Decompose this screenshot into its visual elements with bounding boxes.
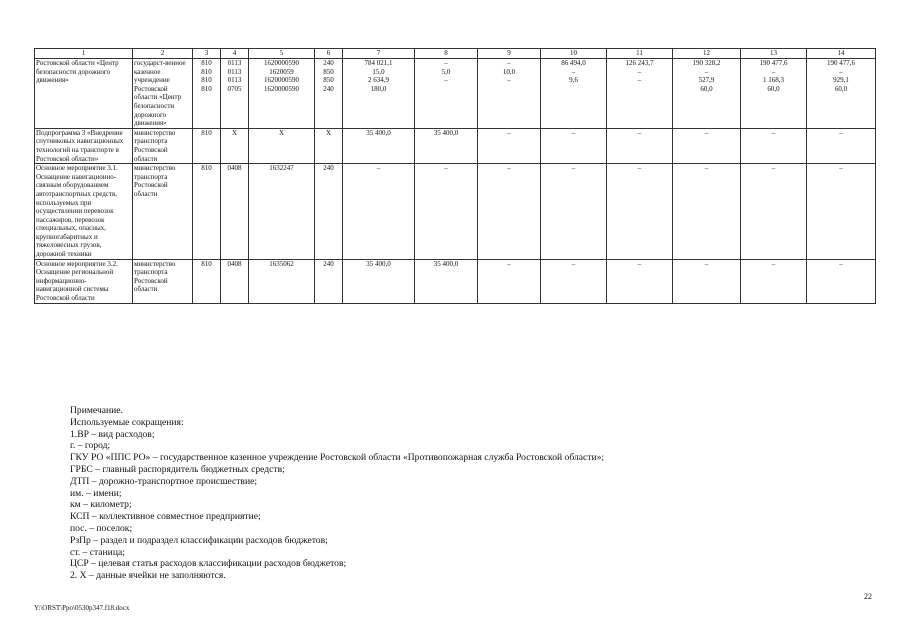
cell-value: 1 168,3 <box>763 76 784 85</box>
table-row <box>35 59 876 129</box>
cell-value: – <box>771 128 776 137</box>
column-number-cell: 1 <box>35 49 133 59</box>
note-item: РзПр – раздел и подраздел классификации расходов бюджетов; <box>70 534 328 546</box>
table-cell-col1: Подпрограмма 3 «Внедрение спутниковых навигационных технологий на транспорте в Ростовской области» <box>35 128 133 163</box>
cell-value <box>479 85 539 94</box>
table-cell-col2: министерство транспорта Ростовской области <box>133 259 193 303</box>
table-cell-col5 <box>249 59 315 129</box>
cell-value: 35 400,0 <box>433 259 459 268</box>
column-number-cell: 7 <box>343 49 415 59</box>
table-cell-col4 <box>221 128 249 163</box>
cell-value: – <box>704 128 709 137</box>
table-cell-col4 <box>221 164 249 260</box>
table-cell-col6 <box>315 259 343 303</box>
table-cell-col8 <box>415 59 478 129</box>
note-item: г. – город; <box>70 440 111 452</box>
table-cell-col5 <box>249 128 315 163</box>
cell-value: 60,0 <box>834 84 848 93</box>
table-cell-col9 <box>478 128 541 163</box>
cell-value: 1620000590 <box>264 76 299 85</box>
cell-value: 0408 <box>227 259 242 268</box>
cell-value: 810 <box>201 259 212 268</box>
cell-value: 10,0 <box>502 67 516 76</box>
table-cell-col5 <box>249 164 315 260</box>
cell-value: – <box>444 76 448 85</box>
note-item: 2. Х – данные ячейки не заполняются. <box>70 570 226 582</box>
column-number-cell: 13 <box>741 49 807 59</box>
table-cell-col7 <box>343 259 415 303</box>
table-cell-col3 <box>193 59 221 129</box>
cell-value: 850 <box>323 76 334 85</box>
table-row <box>35 128 876 163</box>
cell-value: – <box>571 128 576 137</box>
cell-value: – <box>507 76 511 85</box>
column-number-cell: 10 <box>541 49 607 59</box>
cell-value: 1620059 <box>269 67 294 76</box>
note-item: км – километр; <box>70 499 132 511</box>
note-item: пос. – поселок; <box>70 522 133 534</box>
table-cell-col8 <box>415 259 478 303</box>
cell-value: – <box>637 259 642 268</box>
column-number-cell: 8 <box>415 49 478 59</box>
cell-value: 35 400,0 <box>366 259 391 268</box>
cell-value: 0113 <box>227 59 242 67</box>
cell-value: – <box>839 67 843 76</box>
cell-value: – <box>771 259 776 268</box>
cell-value <box>542 85 605 94</box>
notes-title: Примечание. <box>70 405 123 416</box>
cell-value: 60,0 <box>767 84 780 93</box>
cell-value: – <box>637 67 642 76</box>
column-number-cell: 2 <box>133 49 193 59</box>
cell-value: – <box>507 164 511 173</box>
table-cell-col8 <box>415 128 478 163</box>
cell-value: 2 634,9 <box>368 76 389 85</box>
column-number-cell: 5 <box>249 49 315 59</box>
table-cell-col7 <box>343 128 415 163</box>
note-item: ст. – станица; <box>70 546 125 558</box>
table-cell-col14 <box>807 164 876 260</box>
table-cell-col12 <box>673 164 741 260</box>
cell-value: 929,1 <box>833 76 849 85</box>
cell-value: 86 494,0 <box>561 59 586 67</box>
column-number-cell: 12 <box>673 49 741 59</box>
table-cell-col12 <box>673 259 741 303</box>
cell-value: Х <box>325 128 332 137</box>
cell-value: – <box>771 67 776 76</box>
table-cell-col5 <box>249 259 315 303</box>
cell-value: – <box>507 128 511 137</box>
budget-table <box>34 48 876 304</box>
abbreviation-list <box>70 417 604 582</box>
table-cell-col6 <box>315 164 343 260</box>
cell-value: – <box>704 67 709 76</box>
cell-value: – <box>637 164 642 173</box>
column-number-row <box>35 49 876 59</box>
cell-value: – <box>507 259 511 268</box>
table-cell-col4 <box>221 259 249 303</box>
cell-value: – <box>444 164 448 173</box>
cell-value: 1620000590 <box>264 59 299 67</box>
cell-value: – <box>839 259 843 268</box>
cell-value: Х <box>231 128 238 137</box>
cell-value: – <box>571 67 576 76</box>
column-number-cell: 14 <box>807 49 876 59</box>
table-cell-col11 <box>607 164 673 260</box>
cell-value: 5,0 <box>441 67 451 76</box>
cell-value: 1620000590 <box>264 84 299 93</box>
cell-value: 190 477,6 <box>827 59 855 67</box>
cell-value: 240 <box>323 59 334 67</box>
table-cell-col13 <box>741 128 807 163</box>
cell-value: 0113 <box>227 76 242 85</box>
cell-value: 240 <box>323 259 334 268</box>
table-row <box>35 164 876 260</box>
note-item: 1.ВР – вид расходов; <box>70 428 155 440</box>
table-cell-col3 <box>193 128 221 163</box>
cell-value <box>416 85 476 94</box>
cell-value: – <box>704 164 709 173</box>
table-cell-col13 <box>741 164 807 260</box>
cell-value: 15,0 <box>372 67 385 76</box>
cell-value: 784 021,1 <box>364 59 393 67</box>
cell-value: – <box>839 128 843 137</box>
table-cell-col10 <box>541 259 607 303</box>
cell-value: 0408 <box>227 164 242 173</box>
table-cell-col7 <box>343 59 415 129</box>
cell-value: 35 400,0 <box>433 128 459 137</box>
table-cell-col11 <box>607 59 673 129</box>
table-cell-col10 <box>541 128 607 163</box>
cell-value: 190 328,2 <box>692 59 721 67</box>
cell-value: 527,9 <box>698 76 715 85</box>
table-cell-col12 <box>673 128 741 163</box>
cell-value: – <box>507 59 511 67</box>
cell-value: 810 <box>201 59 212 67</box>
table-cell-col9 <box>478 164 541 260</box>
cell-value: – <box>571 259 576 268</box>
cell-value: 0113 <box>227 67 242 76</box>
cell-value: – <box>571 164 576 173</box>
column-number-cell: 4 <box>221 49 249 59</box>
table-row <box>35 259 876 303</box>
cell-value <box>608 85 671 94</box>
note-item: ГРБС – главный распорядитель бюджетных средств; <box>70 463 285 475</box>
table-cell-col14 <box>807 259 876 303</box>
cell-value: 240 <box>323 164 334 173</box>
note-item: Используемые сокращения: <box>70 416 184 428</box>
table-cell-col2: государст-венное казенное учреждение Ростовской области «Центр безопасности дорожного движения» <box>133 59 193 129</box>
table-cell-col12 <box>673 59 741 129</box>
note-item: ДТП – дорожно-транспортное происшествие; <box>70 475 258 487</box>
cell-value: 810 <box>201 67 212 76</box>
table-cell-col10 <box>541 164 607 260</box>
cell-value: 810 <box>201 128 212 137</box>
cell-value: – <box>839 164 843 173</box>
cell-value: 810 <box>201 76 212 85</box>
table-cell-col7 <box>343 164 415 260</box>
table-cell-col3 <box>193 164 221 260</box>
table-cell-col8 <box>415 164 478 260</box>
cell-value: 9,6 <box>569 76 578 85</box>
cell-value: 60,0 <box>700 84 713 93</box>
table-cell-col3 <box>193 259 221 303</box>
file-path: Y:\ORST\Ppo\0530p347.f18.docx <box>34 604 130 612</box>
table-cell-col2: министерство транспорта Ростовской области <box>133 128 193 163</box>
table-cell-col11 <box>607 259 673 303</box>
column-number-cell: 11 <box>607 49 673 59</box>
column-number-cell: 3 <box>193 49 221 59</box>
cell-value: 190 477,6 <box>759 59 788 67</box>
cell-value: 180,0 <box>370 84 387 93</box>
cell-value: 810 <box>201 84 212 93</box>
page-number: 22 <box>864 592 872 601</box>
note-item: им. – имени; <box>70 487 122 499</box>
table-cell-col1: Основное мероприятие 3.2. Оснащение региональной информационно-навигационной системы Ростовской области <box>35 259 133 303</box>
cell-value: 126 243,7 <box>625 59 654 67</box>
note-item: ЦСР – целевая статья расходов классификации расходов бюджетов; <box>70 558 347 570</box>
cell-value: 0705 <box>227 84 242 93</box>
cell-value: – <box>704 259 709 268</box>
table-cell-col13 <box>741 259 807 303</box>
cell-value: – <box>637 76 642 85</box>
column-number-cell: 6 <box>315 49 343 59</box>
notes-section <box>70 405 604 582</box>
cell-value: – <box>771 164 776 173</box>
cell-value: – <box>444 59 448 67</box>
table-cell-col6 <box>315 128 343 163</box>
table-cell-col1: Ростовской области «Центр безопасности дорожного движения» <box>35 59 133 129</box>
table-cell-col2: министерство транспорта Ростовской области <box>133 164 193 260</box>
cell-value: 810 <box>201 164 212 173</box>
table-cell-col10 <box>541 59 607 129</box>
cell-value: Х <box>278 128 285 137</box>
cell-value: – <box>376 164 381 173</box>
table-cell-col14 <box>807 128 876 163</box>
column-number-cell: 9 <box>478 49 541 59</box>
cell-value: – <box>637 128 642 137</box>
cell-value: 850 <box>323 67 334 76</box>
cell-value: 240 <box>323 84 334 93</box>
cell-value: 1632247 <box>269 164 294 173</box>
table-cell-col11 <box>607 128 673 163</box>
table-cell-col6 <box>315 59 343 129</box>
cell-value: 35 400,0 <box>366 128 391 137</box>
cell-value: 1635062 <box>269 259 294 268</box>
table-cell-col14 <box>807 59 876 129</box>
table-cell-col9 <box>478 59 541 129</box>
table-cell-col13 <box>741 59 807 129</box>
table-cell-col4 <box>221 59 249 129</box>
table-cell-col1: Основное мероприятие 3.1. Оснащение навигационно-связным оборудованием автотранспортных средств, используемых при осуществлении перевозок пассажиров, перевозок специальных, опасных, крупногабаритных и тяжеловесных грузов, дорожной техники <box>35 164 133 260</box>
note-item: КСП – коллективное совместное предприятие; <box>70 511 261 523</box>
table-cell-col9 <box>478 259 541 303</box>
note-item: ГКУ РО «ППС РО» – государственное казенное учреждение Ростовской области «Противопожарная служба Ростовской области»; <box>70 452 605 464</box>
